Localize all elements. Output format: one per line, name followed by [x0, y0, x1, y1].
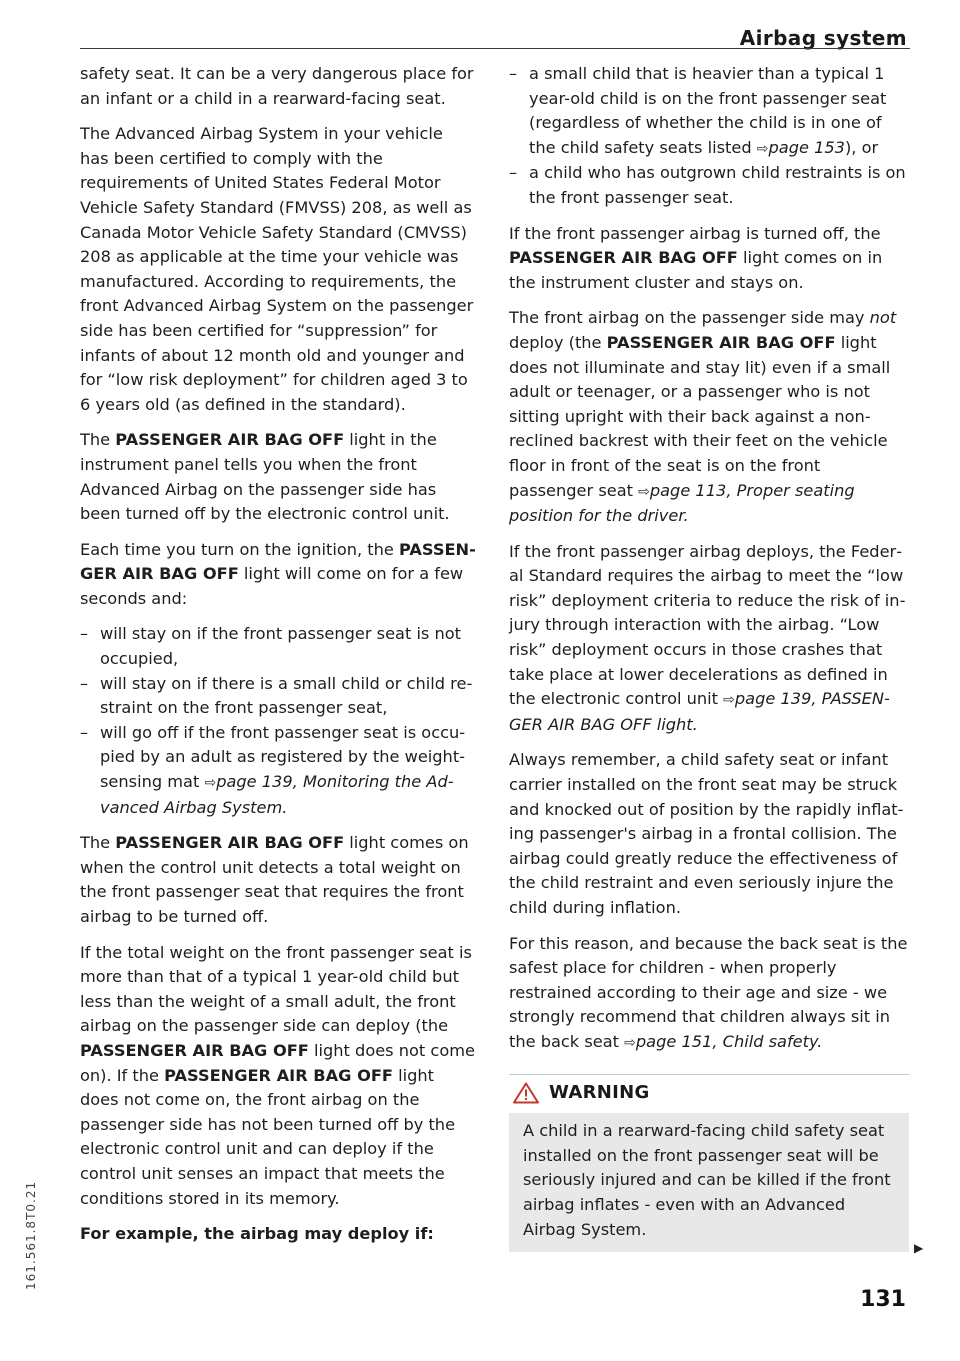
- list-item: – a child who has outgrown child restraints is on the front passenger seat.: [509, 161, 909, 210]
- warning-title: WARNING: [549, 1081, 650, 1103]
- warning-box: [509, 1074, 909, 1253]
- list-item: – a small child that is heavier than a typical 1 year-old child is on the front passenger seat (regardless of whether the child is in one of the child safety seats listed ⇨page 153), or: [509, 62, 909, 161]
- cross-reference-arrow-icon: ⇨: [723, 692, 735, 709]
- indicator-name: PASSENGER AIR BAG OFF: [115, 430, 345, 450]
- paragraph: If the front passenger airbag is turned off, the PASSENGER AIR BAG OFF light comes on in the instrument cluster and stays on.: [509, 223, 883, 292]
- list-item: – will stay on if there is a small child or child restraint on the front passenger seat,: [80, 672, 476, 721]
- header-divider: [80, 48, 910, 49]
- indicator-name: PASSENGER AIR BAG OFF: [80, 539, 476, 584]
- paragraph: The Advanced Airbag System in your vehicle has been certified to comply with the requirements of United States Federal Motor Vehicle Safety Standard (FMVSS) 208, as well as Canada Motor Vehicle Safety Standard (CMVSS) 208 as applicable at the time your vehicle was manufactured. According to requirements, the front Advanced Airbag System on the passenger side has been certified for “suppression” for infants of about 12 month old and younger and for “low risk deployment” for children aged 3 to 6 years old (as defined in the standard).: [80, 124, 474, 414]
- document-code: 161.561.8T0.21: [24, 1180, 38, 1290]
- list-item: – will stay on if the front passenger seat is not occupied,: [80, 622, 476, 671]
- section-title: Airbag system: [739, 26, 907, 50]
- cross-reference-arrow-icon: ⇨: [756, 140, 769, 157]
- indicator-name: PASSENGER AIR BAG OFF: [80, 1040, 309, 1060]
- cross-reference-link[interactable]: page 151, Child safety.: [635, 1031, 823, 1051]
- page-number: 131: [860, 1287, 906, 1312]
- deploy-condition-list: [509, 62, 909, 211]
- warning-text: A child in a rearward-facing child safety seat installed on the front passenger seat will be seriously injured and can be killed if the front airbag inflates - even with an Advanced Airbag System.: [509, 1113, 909, 1252]
- warning-header: [509, 1075, 909, 1114]
- indicator-name: PASSENGER AIR BAG OFF: [164, 1065, 393, 1085]
- subheading: For example, the airbag may deploy if:: [80, 1224, 434, 1244]
- right-column: [509, 62, 909, 1252]
- paragraph: If the total weight on the front passenger seat is more than that of a typical 1 year-old child but less than the weight of a small adult, the front airbag on the passenger side can deploy (the PASSENGER AIR BAG OFF light does not come on). If the PASSENGER AIR BAG OFF light does not come on, the front airbag on the passenger side has not been turned off by the electronic control unit and can deploy if the control unit senses an impact that meets the conditions stored in its memory.: [80, 942, 475, 1208]
- cross-reference-arrow-icon: ⇨: [638, 483, 650, 500]
- paragraph: The PASSENGER AIR BAG OFF light in the instrument panel tells you when the front Advanced Airbag on the passenger side has been turned off by the electronic control unit.: [80, 430, 450, 524]
- cross-reference-link[interactable]: page 113, Proper seating position for the driver.: [509, 480, 855, 526]
- left-column: [80, 62, 476, 1258]
- cross-reference-link[interactable]: page 153: [768, 137, 845, 157]
- paragraph: Each time you turn on the ignition, the PASSENGER AIR BAG OFF light will come on for a few seconds and:: [80, 539, 476, 608]
- warning-triangle-icon: [513, 1082, 539, 1104]
- paragraph: For this reason, and because the back seat is the safest place for children - when properly restrained according to their age and size - we strongly recommend that children always sit in the back seat ⇨page 151, Child safety.: [509, 933, 908, 1051]
- paragraph: The PASSENGER AIR BAG OFF light comes on when the control unit detects a total weight on the front passenger seat that requires the front airbag to be turned off.: [80, 833, 469, 926]
- cross-reference-arrow-icon: ⇨: [204, 775, 217, 792]
- list-item: – will go off if the front passenger seat is occupied by an adult as registered by the weight-sensing mat ⇨page 139, Monitoring the Advanced Airbag System.: [80, 721, 476, 820]
- paragraph: Always remember, a child safety seat or infant carrier installed on the front seat may be struck and knocked out of position by the rapidly inflating passenger's airbag in a frontal collision. The airbag could greatly reduce the effectiveness of the child restraint and even seriously injure the child during inflation.: [509, 750, 904, 917]
- cross-reference-link[interactable]: page 139, PASSENGER AIR BAG OFF light.: [509, 689, 890, 734]
- cross-reference-arrow-icon: ⇨: [624, 1034, 636, 1051]
- continue-arrow-icon: ▶: [914, 1241, 924, 1255]
- indicator-name: PASSENGER AIR BAG OFF: [115, 833, 345, 853]
- condition-list: [80, 622, 476, 820]
- paragraph: safety seat. It can be a very dangerous place for an infant or a child in a rearward-facing seat.: [80, 64, 474, 108]
- paragraph: The front airbag on the passenger side may not deploy (the PASSENGER AIR BAG OFF light does not illuminate and stay lit) even if a small adult or teenager, or a passenger who is not sitting upright with their back against a non-reclined backrest with their feet on the vehicle floor in front of the seat is on the front passenger seat ⇨page 113, Proper seating position for the driver.: [509, 308, 897, 526]
- cross-reference-link[interactable]: page 139, Monitoring the Advanced Airbag System.: [100, 772, 454, 817]
- indicator-name: PASSENGER AIR BAG OFF: [509, 248, 738, 268]
- paragraph: If the front passenger airbag deploys, the Federal Standard requires the airbag to meet the “low risk” deployment criteria to reduce the risk of injury through interaction with the airbag. “Low risk” deployment occurs in those crashes that take place at lower decelerations as defined in the electronic control unit ⇨page 139, PASSENGER AIR BAG OFF light.: [509, 541, 906, 734]
- indicator-name: PASSENGER AIR BAG OFF: [606, 332, 836, 352]
- emphasis: not: [869, 308, 897, 328]
